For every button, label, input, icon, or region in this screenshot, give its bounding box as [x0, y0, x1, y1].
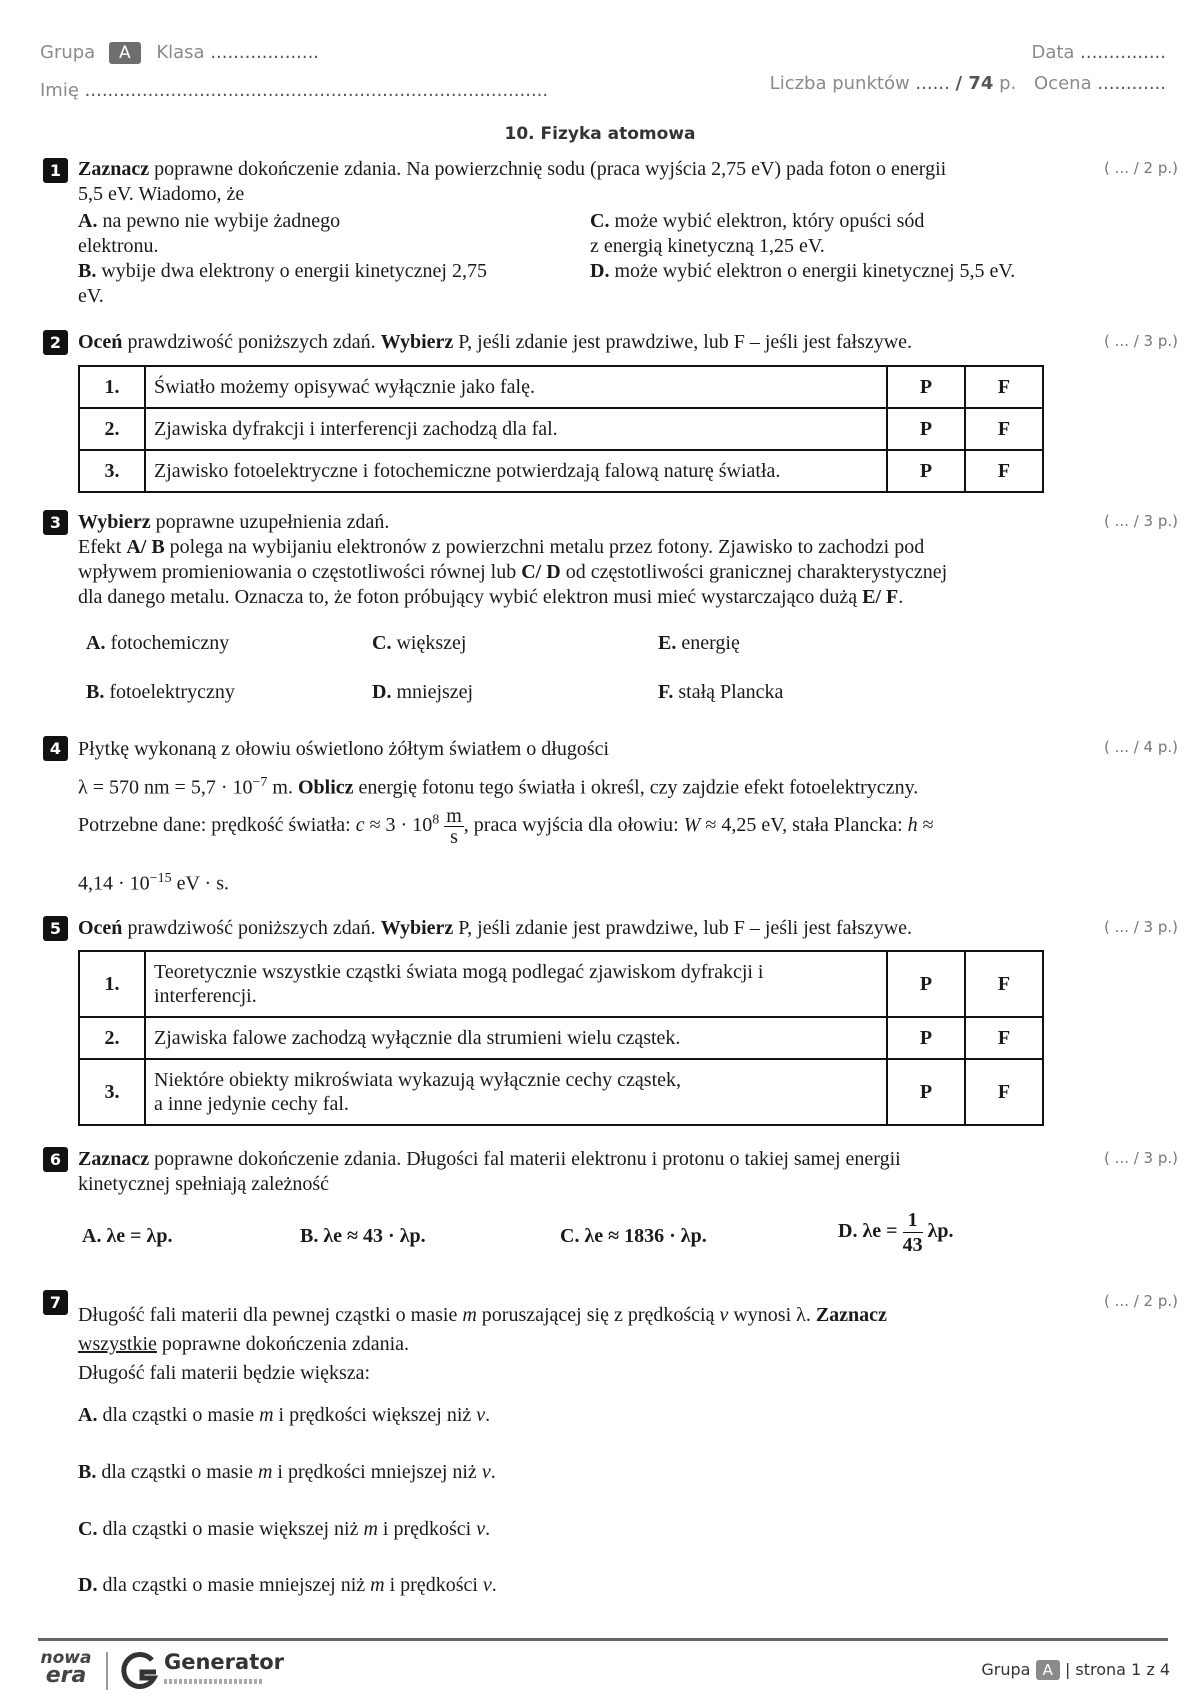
question-2-stem: Oceń prawdziwość poniższych zdań. Wybierz P, jeśli zdanie jest prawdziwe, lub F – jeśli jest fałszywe.: [78, 331, 913, 353]
question-3-stem: Wybierz poprawne uzupełnienia zdań. Efekt A/ B polega na wybijaniu elektronów z powierzchni metalu przez fotony. Zjawisko to zachodzi pod wpływem promieniowania o częstotliwości równej lub C/ D od częstotliwości granicznej charakterystycznej dla danego metalu. Oznacza to, że foton próbujący wybić elektron musi mieć wystarczająco dużą E/ F.: [78, 511, 948, 608]
q5-row2-p[interactable]: P: [887, 1017, 965, 1059]
header-data: [1031, 42, 1166, 63]
q7-option-d[interactable]: D. dla cząstki o masie mniejszej niż m i prędkości v.: [78, 1574, 497, 1596]
question-5-stem: Oceń prawdziwość poniższych zdań. Wybierz P, jeśli zdanie jest prawdziwe, lub F – jeśli jest fałszywe.: [78, 917, 913, 939]
punkty-max: / 74: [955, 73, 994, 94]
punkty-field[interactable]: ......: [915, 73, 950, 94]
q5-row1-f[interactable]: F: [965, 951, 1043, 1017]
q5-row2-f[interactable]: F: [965, 1017, 1043, 1059]
table-row: 1. Światło możemy opisywać wyłącznie jako falę. P F: [79, 366, 1043, 408]
data-field[interactable]: ...............: [1080, 42, 1166, 63]
fraction-1-43: $\frac{1}{43}$: [902, 1209, 923, 1256]
points-4: ( ... / 4 p.): [1104, 738, 1178, 756]
punkty-unit: p.: [999, 73, 1017, 94]
q3-option-c[interactable]: C. większej: [372, 632, 467, 654]
grupa-badge: A: [109, 42, 141, 64]
question-6-stem: Zaznacz poprawne dokończenie zdania. Długości fal materii elektronu i protonu o takiej samej energii kinetycznej spełniają zależność: [78, 1148, 901, 1195]
q3-option-a[interactable]: A. fotochemiczny: [86, 632, 230, 654]
q6-option-b[interactable]: B. λe ≈ 43 · λp.: [300, 1225, 426, 1247]
q7-option-a[interactable]: A. dla cząstki o masie m i prędkości większej niż v.: [78, 1404, 491, 1426]
q2-row3-p[interactable]: P: [887, 450, 965, 492]
header-grupa: [40, 42, 319, 64]
logo-nowa-era: nowa era: [40, 1648, 92, 1688]
q7-option-b[interactable]: B. dla cząstki o masie m i prędkości mniejszej niż v.: [78, 1461, 496, 1483]
q7-option-c[interactable]: C. dla cząstki o masie większej niż m i prędkości v.: [78, 1518, 491, 1540]
q1-option-c[interactable]: C. może wybić elektron, który opuści sód z energią kinetyczną 1,25 eV.: [590, 210, 925, 257]
points-3: ( ... / 3 p.): [1104, 512, 1178, 530]
q5-table: [78, 950, 1044, 1126]
q5-row3-f[interactable]: F: [965, 1059, 1043, 1125]
question-1-stem: Zaznacz poprawne dokończenie zdania. Na powierzchnię sodu (praca wyjścia 2,75 eV) pada foton o energii 5,5 eV. Wiadomo, że: [78, 158, 947, 205]
q3-option-f[interactable]: F. stałą Plancka: [658, 681, 784, 703]
imie-field[interactable]: .................................................................................: [84, 80, 549, 101]
logo-generator-subtitle: [164, 1679, 264, 1684]
q2-table: [78, 365, 1044, 493]
question-4-line1: Płytkę wykonaną z ołowiu oświetlono żółtym światłem o długości: [78, 738, 610, 760]
logo-generator-text: Generator: [164, 1650, 285, 1674]
points-2: ( ... / 3 p.): [1104, 332, 1178, 350]
unit-fraction-m-s: $\frac{m}{s}$: [446, 805, 462, 848]
data-label: Data: [1031, 42, 1075, 63]
question-number-3: 3: [43, 510, 68, 535]
punkty-label: Liczba punktów: [769, 73, 910, 94]
q6-option-c[interactable]: C. λe ≈ 1836 · λp.: [560, 1225, 707, 1247]
q6-option-a[interactable]: A. λe = λp.: [82, 1225, 173, 1247]
footer-divider: [38, 1638, 1168, 1641]
q3-option-b[interactable]: B. fotoelektryczny: [86, 681, 235, 703]
points-5: ( ... / 3 p.): [1104, 918, 1178, 936]
q5-row1-p[interactable]: P: [887, 951, 965, 1017]
footer-grupa-badge: A: [1036, 1660, 1060, 1680]
q2-row3-f[interactable]: F: [965, 450, 1043, 492]
q1-option-b[interactable]: B. wybije dwa elektrony o energii kinetycznej 2,75 eV.: [78, 260, 487, 307]
imie-label: Imię: [40, 80, 79, 101]
table-row: 3. Zjawisko fotoelektryczne i fotochemiczne potwierdzają falową naturę światła. P F: [79, 450, 1043, 492]
question-number-2: 2: [43, 330, 68, 355]
header-imie: [40, 80, 548, 101]
q2-row1-p[interactable]: P: [887, 366, 965, 408]
page-title: 10. Fizyka atomowa: [504, 124, 696, 144]
q6-option-d[interactable]: D. λe = $\frac{1}{43}$ λp.: [838, 1209, 954, 1256]
ocena-field[interactable]: ............: [1097, 73, 1166, 94]
points-1: ( ... / 2 p.): [1104, 159, 1178, 177]
question-number-7: 7: [43, 1290, 68, 1315]
header-punkty: [770, 73, 1166, 94]
question-7-stem: Długość fali materii dla pewnej cząstki o masie m poruszającej się z prędkością v wynosi λ. Zaznacz wszystkie poprawne dokończenia zdania. Długość fali materii będzie większa:: [78, 1304, 887, 1384]
grupa-label: Grupa: [40, 42, 96, 63]
command-zaznacz: Zaznacz: [78, 158, 150, 180]
table-row: 2. Zjawiska dyfrakcji i interferencji zachodzą dla fal. P F: [79, 408, 1043, 450]
gap-ef[interactable]: E/ F: [862, 586, 899, 608]
question-number-6: 6: [43, 1147, 68, 1172]
points-6: ( ... / 3 p.): [1104, 1149, 1178, 1167]
klasa-label: Klasa: [156, 42, 205, 63]
q1-option-a[interactable]: A. na pewno nie wybije żadnego elektronu.: [78, 210, 341, 257]
question-4-line2: λ = 570 nm = $5,7 \cdot 10^{-7}$ m. Oblicz energię fotonu tego światła i określ, czy zajdzie efekt fotoelektryczny.: [78, 775, 919, 799]
footer-grupa-label: Grupa: [981, 1660, 1031, 1679]
logo-generator: [120, 1650, 160, 1697]
generator-g-icon: [120, 1650, 160, 1692]
question-4-line4: $4,14 \cdot 10^{-15}$ eV · s.: [78, 871, 229, 895]
question-number-4: 4: [43, 736, 68, 761]
q5-row3-p[interactable]: P: [887, 1059, 965, 1125]
klasa-field[interactable]: ...................: [210, 42, 320, 63]
table-row: 2. Zjawiska falowe zachodzą wyłącznie dla strumieni wielu cząstek. P F: [79, 1017, 1043, 1059]
ocena-label: Ocena: [1034, 73, 1092, 94]
gap-cd[interactable]: C/ D: [521, 561, 561, 583]
q2-row1-f[interactable]: F: [965, 366, 1043, 408]
q3-option-d[interactable]: D. mniejszej: [372, 681, 474, 703]
footer-page-number: | strona 1 z 4: [1064, 1660, 1170, 1679]
gap-ab[interactable]: A/ B: [126, 536, 165, 558]
q2-row2-f[interactable]: F: [965, 408, 1043, 450]
q1-option-d[interactable]: D. może wybić elektron o energii kinetycznej 5,5 eV.: [590, 260, 1016, 282]
question-number-1: 1: [43, 158, 68, 183]
logo-separator: [106, 1652, 108, 1690]
question-4-line3: Potrzebne dane: prędkość światła: $c \approx 3 \cdot 10^8$ $\frac{m}{s}$ , praca wyjścia dla ołowiu: W ≈ 4,25 eV, stała Plancka: h ≈: [78, 805, 934, 848]
q2-row2-p[interactable]: P: [887, 408, 965, 450]
q3-option-e[interactable]: E. energię: [658, 632, 740, 654]
footer-page-info: [981, 1660, 1170, 1680]
points-7: ( ... / 2 p.): [1104, 1292, 1178, 1310]
table-row: 1. Teoretycznie wszystkie cząstki świata mogą podlegać zjawiskom dyfrakcji i interferencji. P F: [79, 951, 1043, 1017]
question-number-5: 5: [43, 916, 68, 941]
table-row: 3. Niektóre obiekty mikroświata wykazują wyłącznie cechy cząstek, a inne jedynie cechy fal. P F: [79, 1059, 1043, 1125]
